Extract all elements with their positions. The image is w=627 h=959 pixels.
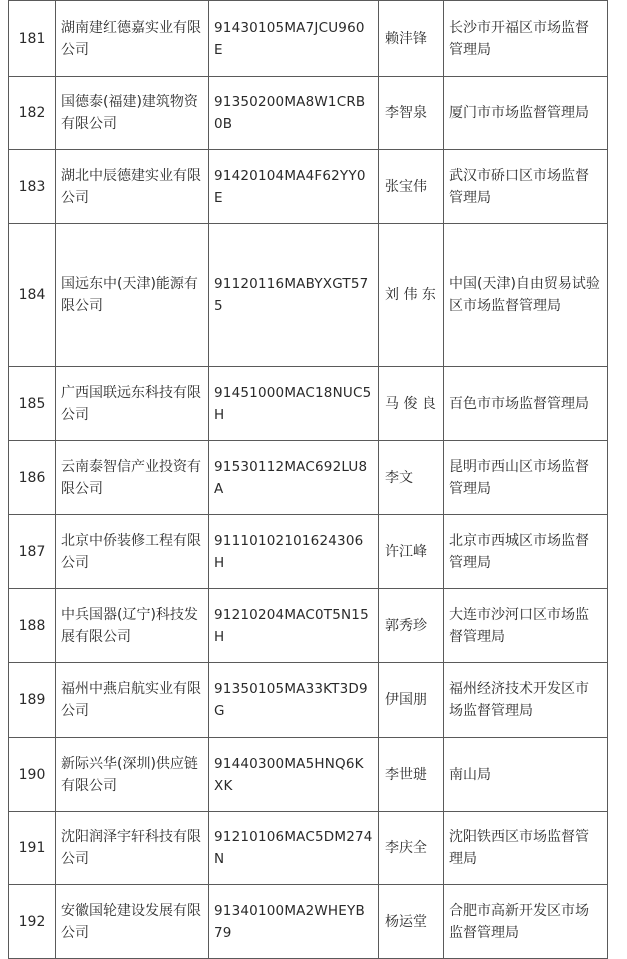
row-number: 190 (9, 738, 56, 812)
row-number: 185 (9, 367, 56, 441)
credit-code: 91530112MAC692LU8A (209, 441, 379, 515)
row-number: 182 (9, 77, 56, 150)
table-row (9, 738, 608, 812)
credit-code: 91340100MA2WHEYB79 (209, 885, 379, 959)
legal-representative: 许江峰 (379, 515, 444, 589)
company-name: 广西国联远东科技有限公司 (56, 367, 209, 441)
credit-code: 91430105MA7JCU960E (209, 1, 379, 77)
row-number: 181 (9, 1, 56, 77)
registration-authority: 大连市沙河口区市场监督管理局 (444, 589, 608, 663)
legal-representative: 李智泉 (379, 77, 444, 150)
company-name: 湖南建红德嘉实业有限公司 (56, 1, 209, 77)
company-name: 新际兴华(深圳)供应链有限公司 (56, 738, 209, 812)
company-registry-table (8, 0, 608, 959)
registration-authority: 昆明市西山区市场监督管理局 (444, 441, 608, 515)
registration-authority: 福州经济技术开发区市场监督管理局 (444, 663, 608, 738)
registration-authority: 合肥市高新开发区市场监督管理局 (444, 885, 608, 959)
table-row (9, 515, 608, 589)
table-row (9, 367, 608, 441)
legal-representative: 李世琎 (379, 738, 444, 812)
registration-authority: 百色市市场监督管理局 (444, 367, 608, 441)
row-number: 187 (9, 515, 56, 589)
row-number: 189 (9, 663, 56, 738)
row-number: 184 (9, 224, 56, 367)
registration-authority: 沈阳铁西区市场监督管理局 (444, 812, 608, 885)
company-name: 福州中燕启航实业有限公司 (56, 663, 209, 738)
registration-authority: 南山局 (444, 738, 608, 812)
credit-code: 91451000MAC18NUC5H (209, 367, 379, 441)
registration-authority: 厦门市市场监督管理局 (444, 77, 608, 150)
credit-code: 91110102101624306H (209, 515, 379, 589)
credit-code: 91120116MABYXGT575 (209, 224, 379, 367)
company-name: 云南泰智信产业投资有限公司 (56, 441, 209, 515)
credit-code: 91420104MA4F62YY0E (209, 150, 379, 224)
legal-representative: 张宝伟 (379, 150, 444, 224)
legal-representative: 李庆全 (379, 812, 444, 885)
legal-representative: 杨运堂 (379, 885, 444, 959)
table-row (9, 150, 608, 224)
company-name: 沈阳润泽宇轩科技有限公司 (56, 812, 209, 885)
row-number: 191 (9, 812, 56, 885)
table-row (9, 224, 608, 367)
legal-representative: 李文 (379, 441, 444, 515)
table-row (9, 589, 608, 663)
row-number: 183 (9, 150, 56, 224)
company-name: 国德泰(福建)建筑物资有限公司 (56, 77, 209, 150)
company-name: 湖北中辰德建实业有限公司 (56, 150, 209, 224)
company-name: 安徽国轮建设发展有限公司 (56, 885, 209, 959)
company-name: 北京中侨装修工程有限公司 (56, 515, 209, 589)
legal-representative: 刘 伟 东 (379, 224, 444, 367)
company-name: 中兵国器(辽宁)科技发展有限公司 (56, 589, 209, 663)
legal-representative: 马 俊 良 (379, 367, 444, 441)
row-number: 192 (9, 885, 56, 959)
credit-code: 91350105MA33KT3D9G (209, 663, 379, 738)
table-row (9, 812, 608, 885)
row-number: 188 (9, 589, 56, 663)
registration-authority: 武汉市硚口区市场监督管理局 (444, 150, 608, 224)
table-row (9, 1, 608, 77)
credit-code: 91210106MAC5DM274N (209, 812, 379, 885)
credit-code: 91440300MA5HNQ6KXK (209, 738, 379, 812)
legal-representative: 郭秀珍 (379, 589, 444, 663)
legal-representative: 赖沣锋 (379, 1, 444, 77)
company-name: 国远东中(天津)能源有限公司 (56, 224, 209, 367)
registration-authority: 长沙市开福区市场监督管理局 (444, 1, 608, 77)
registration-authority: 中国(天津)自由贸易试验区市场监督管理局 (444, 224, 608, 367)
credit-code: 91210204MAC0T5N15H (209, 589, 379, 663)
credit-code: 91350200MA8W1CRB0B (209, 77, 379, 150)
table-row (9, 77, 608, 150)
table-row (9, 663, 608, 738)
registration-authority: 北京市西城区市场监督管理局 (444, 515, 608, 589)
table-row (9, 885, 608, 959)
legal-representative: 伊国朋 (379, 663, 444, 738)
table-row (9, 441, 608, 515)
row-number: 186 (9, 441, 56, 515)
